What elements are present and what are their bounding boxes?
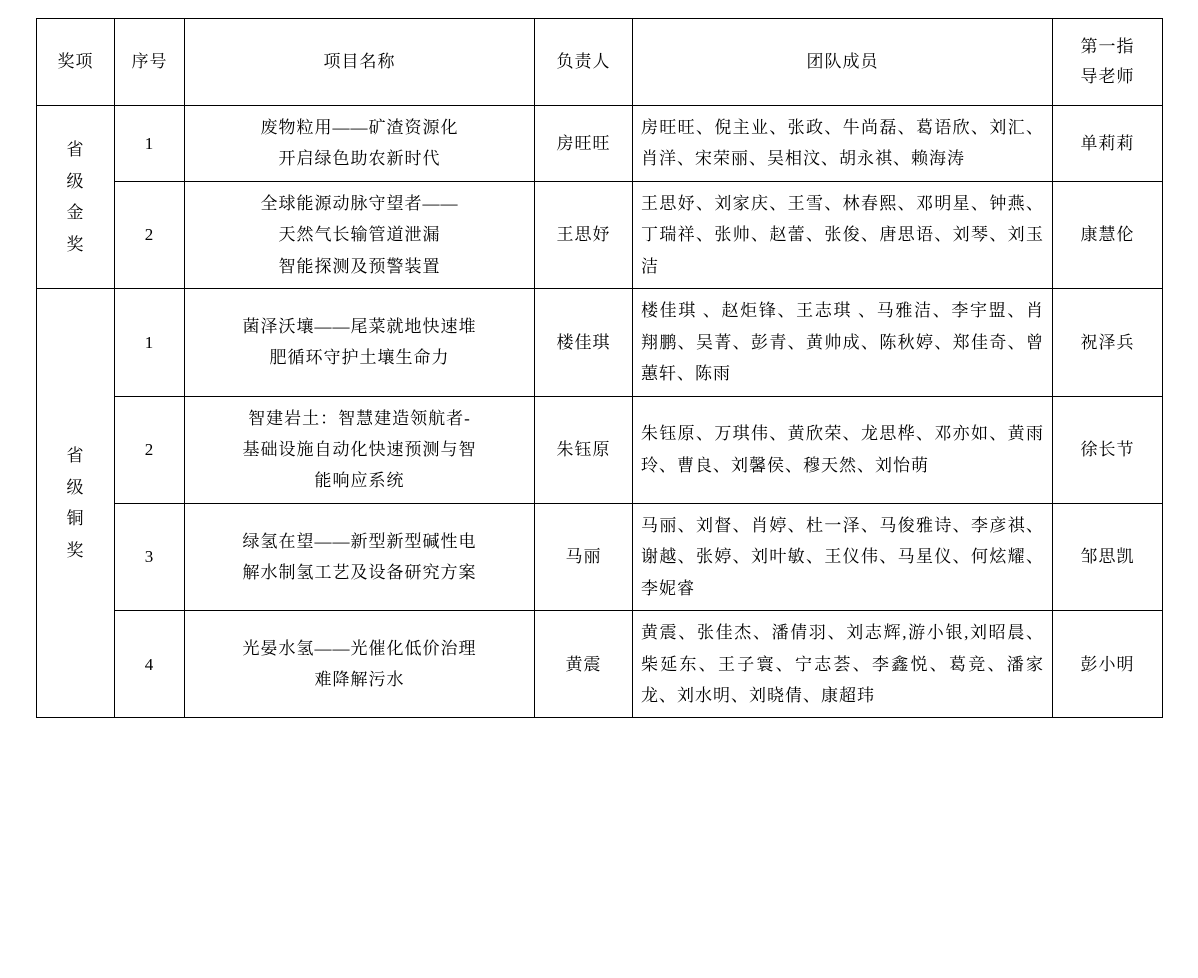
project-name [185,503,535,610]
project-line: 菌泽沃壤——尾菜就地快速堆 [242,316,477,336]
project-line: 绿氢在望——新型新型碱性电 [242,531,477,551]
table-row [37,106,1163,182]
project-leader: 王思妤 [535,181,633,288]
project-line: 废物粒用——矿渣资源化 [260,118,459,137]
project-line: 智建岩土：智慧建造领航者- [248,408,471,428]
project-line: 解水制氢工艺及设备研究方案 [242,562,477,582]
table-header [37,19,1163,106]
table-row [37,289,1163,396]
team-members: 黄震、张佳杰、潘倩羽、刘志辉,游小银,刘昭晨、柴延东、王子寰、宁志荟、李鑫悦、葛竞、潘家龙、刘水明、刘晓倩、康超玮 [633,611,1053,718]
project-leader: 楼佳琪 [535,289,633,396]
first-advisor: 康慧伦 [1053,181,1163,288]
award-table [36,18,1163,718]
project-name [185,611,535,718]
first-advisor: 徐长节 [1053,396,1163,503]
first-advisor: 彭小明 [1053,611,1163,718]
award-char: 省 [66,446,85,466]
table-row [37,611,1163,718]
team-members: 马丽、刘督、肖婷、杜一泽、马俊雅诗、李彦祺、谢越、张婷、刘叶敏、王仪伟、马星仪、何炫耀、李妮睿 [633,503,1053,610]
project-name [185,106,535,182]
project-name [185,396,535,503]
award-char: 奖 [66,540,85,560]
project-leader: 黄震 [535,611,633,718]
project-line: 肥循环守护土壤生命力 [269,348,450,368]
project-line: 光晏水氢——光催化低价治理 [242,638,477,658]
row-index: 2 [115,181,185,288]
project-line: 能响应系统 [314,471,405,491]
project-line: 难降解污水 [314,670,405,690]
header-teacher-line2: 导老师 [1080,67,1135,86]
table-row [37,396,1163,503]
team-members: 房旺旺、倪主业、张政、牛尚磊、葛语欣、刘汇、肖洋、宋荣丽、吴相汶、胡永祺、赖海涛 [633,106,1053,182]
row-index: 4 [115,611,185,718]
team-members: 楼佳琪 、赵炬锋、王志琪 、马雅洁、李宇盟、肖翔鹏、吴菁、彭青、黄帅成、陈秋婷、郑佳奇、曾蕙轩、陈雨 [633,289,1053,396]
table-row [37,181,1163,288]
award-char: 级 [66,477,85,497]
row-index: 2 [115,396,185,503]
row-index: 1 [115,289,185,396]
project-line: 天然气长输管道泄漏 [278,225,441,245]
row-index: 1 [115,106,185,182]
first-advisor: 祝泽兵 [1053,289,1163,396]
team-members: 王思妤、刘家庆、王雪、林春熙、邓明星、钟燕、丁瑞祥、张帅、赵蕾、张俊、唐思语、刘琴、刘玉洁 [633,181,1053,288]
header-teacher [1053,19,1163,106]
header-project: 项目名称 [185,19,535,106]
header-members: 团队成员 [633,19,1053,106]
project-name [185,289,535,396]
first-advisor: 单莉莉 [1053,106,1163,182]
project-line: 智能探测及预警装置 [278,256,441,276]
project-leader: 房旺旺 [535,106,633,182]
project-line: 全球能源动脉守望者—— [260,193,459,213]
award-char: 铜 [66,509,85,529]
award-group-bronze [37,289,115,718]
header-row [37,19,1163,106]
award-group-gold [37,106,115,289]
table-row [37,503,1163,610]
row-index: 3 [115,503,185,610]
project-name [185,181,535,288]
award-char: 省 [66,140,85,160]
first-advisor: 邹思凯 [1053,503,1163,610]
award-char: 金 [66,203,85,223]
award-char: 级 [66,171,85,191]
project-line: 基础设施自动化快速预测与智 [242,439,477,459]
header-teacher-line1: 第一指 [1080,37,1135,57]
team-members: 朱钰原、万琪伟、黄欣荣、龙思桦、邓亦如、黄雨玲、曹良、刘馨侯、穆天然、刘怡萌 [633,396,1053,503]
project-leader: 马丽 [535,503,633,610]
table-body [37,106,1163,718]
project-leader: 朱钰原 [535,396,633,503]
header-index: 序号 [115,19,185,106]
header-leader: 负责人 [535,19,633,106]
award-char: 奖 [66,234,85,254]
header-award: 奖项 [37,19,115,106]
project-line: 开启绿色助农新时代 [278,149,441,169]
